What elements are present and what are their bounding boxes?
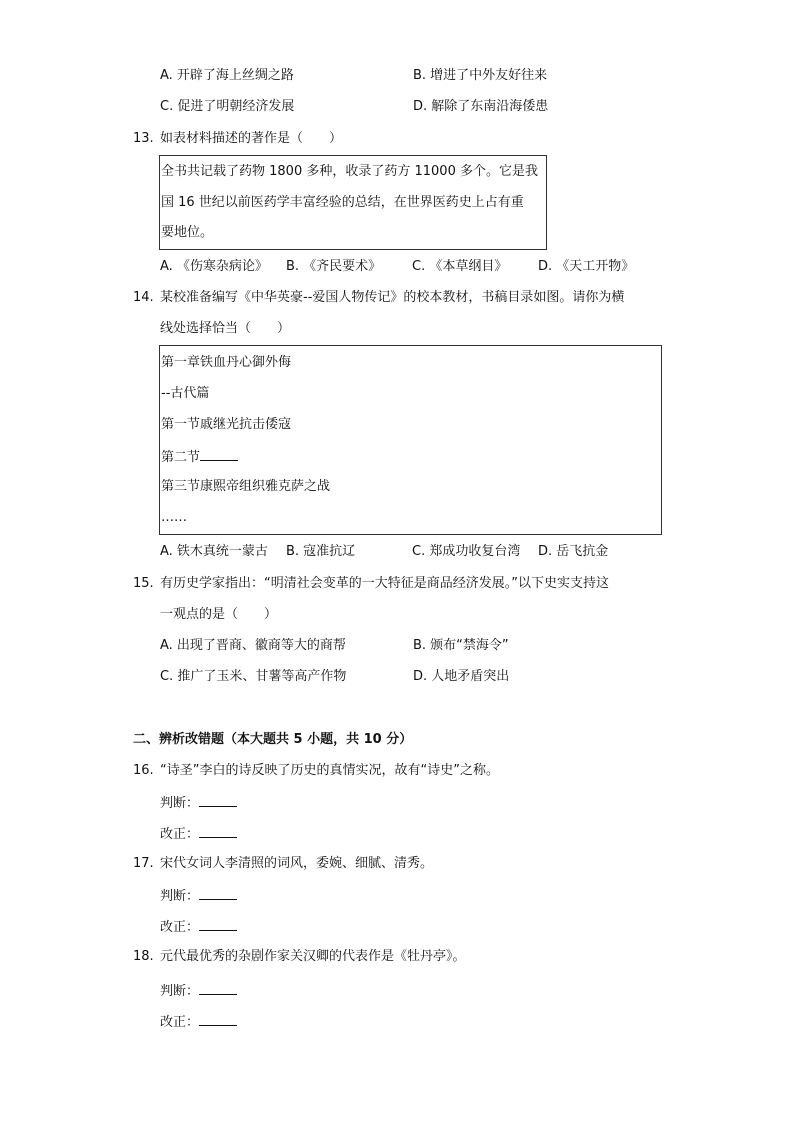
q12-option-d: D. 解除了东南沿海倭患	[413, 99, 549, 114]
q14-toc-line-6: ……	[161, 510, 187, 525]
q13-option-b: B. 《齐民要术》	[286, 259, 382, 274]
q15-stem-line-2: 一观点的是（ ）	[160, 607, 278, 622]
q15-option-b: B. 颁布“禁海令”	[413, 638, 509, 653]
q15-number: 15.	[133, 576, 154, 591]
q17-judge-blank[interactable]	[199, 886, 237, 900]
q13-material-line-1: 全书共记载了药物 1800 多种，收录了药方 11000 多个。它是我	[161, 164, 538, 179]
q13-material-line-3: 要地位。	[161, 225, 214, 240]
q13-number: 13.	[133, 131, 154, 146]
q17-correct-line: 改正：	[160, 917, 237, 937]
q16-number: 16.	[133, 763, 154, 778]
q14-number: 14.	[133, 290, 154, 305]
q15-option-c: C. 推广了玉米、甘薯等高产作物	[160, 669, 347, 684]
q17-judge-line: 判断：	[160, 886, 237, 906]
q13-material-line-2: 国 16 世纪以前医药学丰富经验的总结，在世界医药史上占有重	[161, 195, 524, 210]
q18-number: 18.	[133, 949, 154, 964]
q16-judge-line: 判断：	[160, 793, 237, 813]
q12-option-b: B. 增进了中外友好往来	[413, 68, 548, 83]
q17-correct-blank[interactable]	[199, 917, 237, 931]
q14-toc-line-2: --古代篇	[161, 386, 210, 401]
q14-toc-line-4: 第二节	[161, 447, 238, 467]
q16-correct-line: 改正：	[160, 824, 237, 844]
q13-option-c: C. 《本草纲目》	[412, 259, 508, 274]
q18-correct-line: 改正：	[160, 1012, 237, 1032]
q13-option-d: D. 《天工开物》	[538, 259, 635, 274]
q12-option-a: A. 开辟了海上丝绸之路	[160, 68, 294, 83]
q18-judge-line: 判断：	[160, 981, 237, 1001]
q13-option-a: A. 《伤寒杂病论》	[160, 259, 268, 274]
q14-option-a: A. 铁木真统一蒙古	[160, 544, 268, 559]
q14-toc-line-5: 第三节康熙帝组织雅克萨之战	[161, 479, 331, 494]
q14-option-b: B. 寇准抗辽	[286, 544, 356, 559]
q13-material-box	[159, 155, 547, 250]
q17-stem: 宋代女词人李清照的词风，委婉、细腻、清秀。	[160, 856, 434, 871]
q14-option-c: C. 郑成功收复台湾	[412, 544, 521, 559]
q15-option-d: D. 人地矛盾突出	[413, 669, 510, 684]
q15-stem-line-1: 有历史学家指出：“明清社会变革的一大特征是商品经济发展。”以下史实支持这	[160, 576, 609, 591]
q14-stem-line-1: 某校准备编写《中华英豪--爱国人物传记》的校本教材，书稿目录如图。请你为横	[160, 290, 625, 305]
q12-option-c: C. 促进了明朝经济发展	[160, 99, 295, 114]
q14-material-box	[159, 345, 662, 535]
q18-judge-blank[interactable]	[199, 981, 237, 995]
q14-toc-line-3: 第一节戚继光抗击倭寇	[161, 417, 292, 432]
q15-option-a: A. 出现了晋商、徽商等大的商帮	[160, 638, 346, 653]
q18-correct-blank[interactable]	[199, 1012, 237, 1026]
q14-blank	[200, 447, 238, 461]
q17-number: 17.	[133, 856, 154, 871]
section-2-title: 二、辨析改错题（本大题共 5 小题，共 10 分）	[133, 732, 413, 747]
q14-toc-line-1: 第一章铁血丹心御外侮	[161, 355, 292, 370]
q18-stem: 元代最优秀的杂剧作家关汉卿的代表作是《牡丹亭》。	[160, 949, 466, 964]
q16-stem: “诗圣”李白的诗反映了历史的真情实况，故有“诗史”之称。	[160, 763, 499, 778]
q16-correct-blank[interactable]	[199, 824, 237, 838]
q16-judge-blank[interactable]	[199, 793, 237, 807]
q14-stem-line-2: 线处选择恰当（ ）	[160, 321, 291, 336]
q13-stem: 如表材料描述的著作是（ ）	[160, 131, 343, 146]
q14-option-d: D. 岳飞抗金	[538, 544, 609, 559]
